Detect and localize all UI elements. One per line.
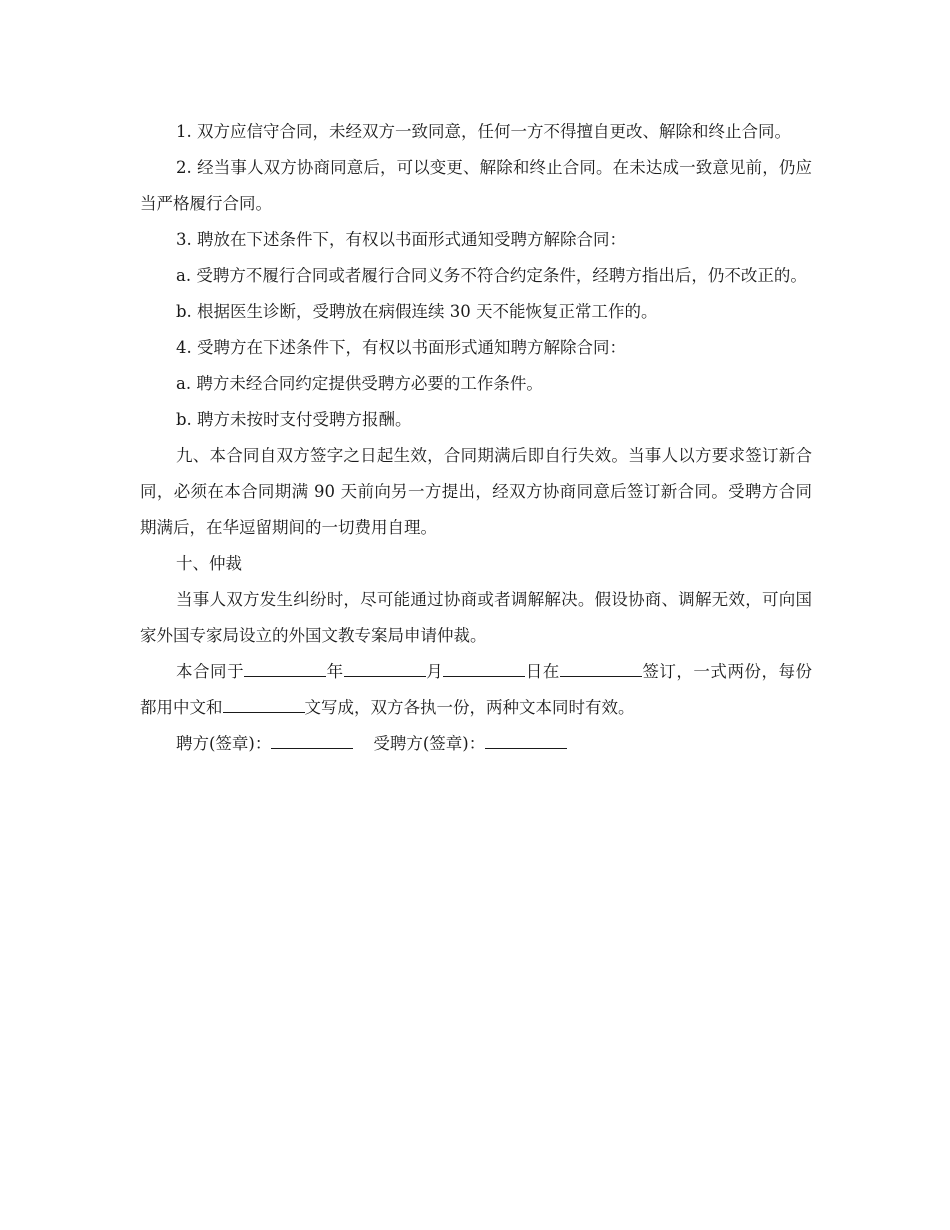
copies-signed: 签订，一式两份，每份都用中文和 xyxy=(140,662,813,717)
employee-signature-blank xyxy=(485,731,567,749)
employer-signature-label: 聘方(签章)： xyxy=(176,734,272,753)
year-blank xyxy=(244,659,326,677)
employee-signature-label: 受聘方(签章)： xyxy=(373,734,486,753)
copies-suffix: 文写成，双方各执一份，两种文本同时有效。 xyxy=(304,698,635,717)
day-blank xyxy=(443,659,525,677)
clause-3: 3. 聘放在下述条件下，有权以书面形式通知受聘方解除合同： xyxy=(176,230,626,249)
signature-line xyxy=(140,726,812,762)
copies-day: 日在 xyxy=(525,662,560,681)
employer-signature-blank xyxy=(271,731,353,749)
clause-10-heading: 十、仲裁 xyxy=(176,554,242,573)
clause-9: 九、本合同自双方签字之日起生效，合同期满后即自行失效。当事人以方要求签订新合同，必须在本合同期满 90 天前向另一方提出，经双方协商同意后签订新合同。受聘方合同期满后，在华逗留期间的一切费用自理。 xyxy=(140,446,812,537)
clause-1: 1. 双方应信守合同，未经双方一致同意，任何一方不得擅自更改、解除和终止合同。 xyxy=(176,122,791,141)
copies-prefix: 本合同于 xyxy=(176,662,245,681)
clause-3b: b. 根据医生诊断，受聘放在病假连续 30 天不能恢复正常工作的。 xyxy=(176,302,658,321)
clause-3a: a. 受聘方不履行合同或者履行合同义务不符合约定条件，经聘方指出后，仍不改正的。 xyxy=(176,266,807,285)
clause-2: 2. 经当事人双方协商同意后，可以变更、解除和终止合同。在未达成一致意见前，仍应当严格履行合同。 xyxy=(140,158,812,213)
copies-year: 年 xyxy=(326,662,344,681)
place-blank xyxy=(560,659,642,677)
copies-month: 月 xyxy=(425,662,444,681)
clause-4b: b. 聘方未按时支付受聘方报酬。 xyxy=(176,410,412,429)
document-page xyxy=(140,114,812,762)
copies-paragraph xyxy=(140,654,812,726)
clause-4: 4. 受聘方在下述条件下，有权以书面形式通知聘方解除合同： xyxy=(176,338,626,357)
arbitration-paragraph: 当事人双方发生纠纷时，尽可能通过协商或者调解解决。假设协商、调解无效，可向国家外国专家局设立的外国文教专案局申请仲裁。 xyxy=(140,590,812,645)
clause-4a: a. 聘方未经合同约定提供受聘方必要的工作条件。 xyxy=(176,374,543,393)
month-blank xyxy=(344,659,426,677)
language-blank xyxy=(223,695,305,713)
